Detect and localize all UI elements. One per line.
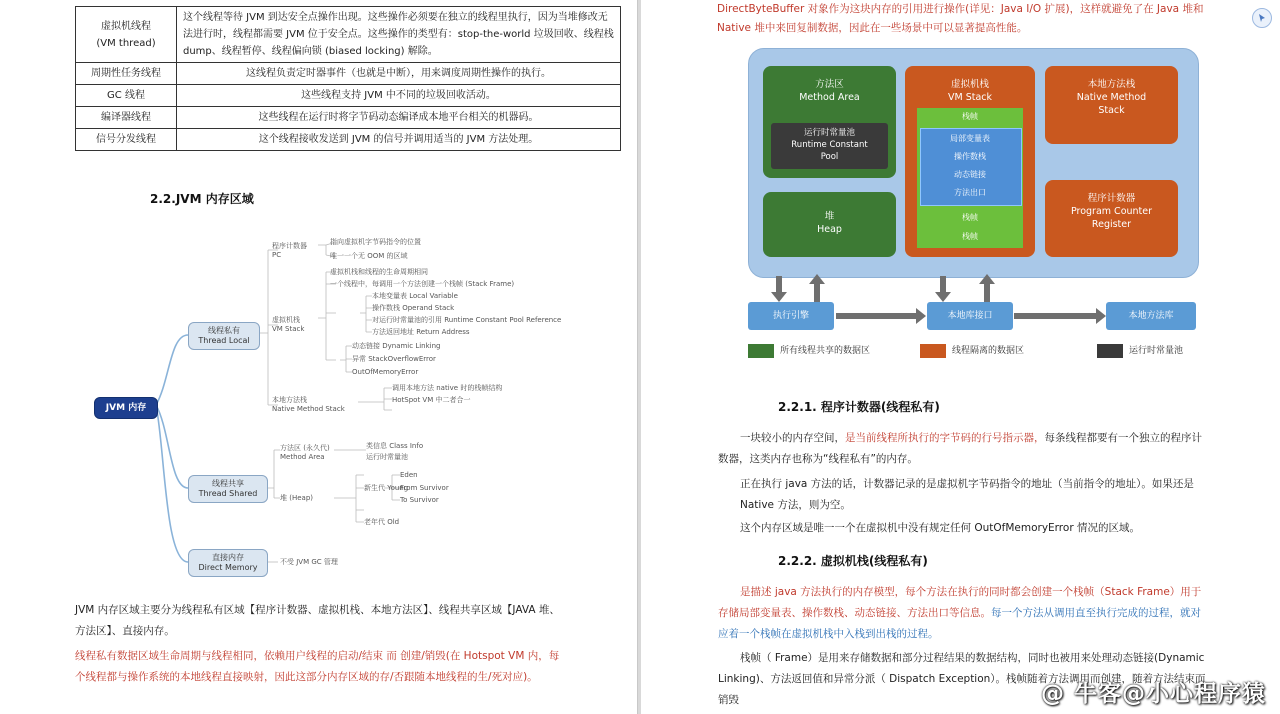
stack-frame: 栈帧 (962, 232, 978, 241)
constant-pool-box: 运行时常量池 Runtime Constant Pool (771, 123, 888, 169)
method-area-box: 方法区 Method Area (763, 66, 896, 178)
mindmap-root: JVM 内存 (94, 397, 158, 419)
thread-desc-cell: 这些线程支持 JVM 中不同的垃圾回收活动。 (177, 85, 621, 107)
execution-engine: 执行引擎 (748, 302, 834, 330)
mindmap-note: From Survivor (400, 484, 449, 492)
mindmap-branch-private: 线程私有 Thread Local (188, 322, 260, 350)
thread-desc-cell: 这个线程接收发送到 JVM 的信号并调用适当的 JVM 方法处理。 (177, 129, 621, 151)
native-interface: 本地库接口 (927, 302, 1013, 330)
heap-box: 堆 Heap (763, 192, 896, 257)
frame-dynamic-linking: 动态链接 (954, 170, 986, 179)
paragraph-direct-buffer: DirectByteBuffer 对象作为这块内存的引用进行操作(详见：Java I/O 扩展)，这样就避免了在 Java 堆和 Native 堆中来回复制数据，因此在一些场景中可以显著提高性能。 (717, 3, 1204, 34)
mindmap-note: 本地变量表 Local Variable (372, 292, 458, 300)
mindmap-branch-shared: 线程共享 Thread Shared (188, 475, 268, 503)
section-title-vm-stack: 2.2.2. 虚拟机栈(线程私有) (778, 554, 928, 568)
native-method-stack-box: 本地方法栈 Native Method Stack (1045, 66, 1178, 144)
mindmap-note: HotSpot VM 中二者合一 (392, 396, 471, 404)
frame-local-vars: 局部变量表 (950, 134, 990, 143)
mindmap-note: 运行时常量池 (366, 453, 408, 461)
legend-constant-pool: 运行时常量池 (1129, 346, 1184, 356)
cursor-icon (1257, 13, 1267, 23)
left-page (0, 0, 638, 714)
mindmap-note: 唯一一个无 OOM 的区域 (330, 252, 408, 260)
thread-desc-cell: 这线程负责定时器事件（也就是中断），用来调度周期性操作的执行。 (177, 63, 621, 85)
thread-desc-cell: 这个线程等待 JVM 到达安全点操作出现。这些操作必须要在独立的线程里执行，因为当堆修改无法进行时，线程都需要 JVM 位于安全点。这些操作的类型有：stop-the-world 垃圾回收、线程栈 dump、线程暂停、线程偏向锁 (biased locking) 解除。 (177, 7, 621, 63)
frame-method-exit: 方法出口 (954, 188, 986, 197)
mindmap-node-heap: 堆 (Heap) (280, 494, 313, 502)
diagram-horizontal-arrows (834, 306, 1106, 326)
mindmap-note: 虚拟机栈和线程的生命周期相同 (330, 268, 428, 276)
mindmap-node-vm-stack: 虚拟机栈 VM Stack (272, 316, 305, 333)
thread-type-cell: 周期性任务线程 (76, 63, 177, 85)
thread-type-cell: 虚拟机线程 (VM thread) (76, 7, 177, 63)
paragraph-vm-stack-1: 是描述 java 方法执行的内存模型，每个方法在执行的同时都会创建一个栈帧（Stack Frame）用于存储局部变量表、操作数栈、动态链接、方法出口等信息。每一个方法从调用直至执行完成的过程，就对应着一个栈帧在虚拟机栈中入栈到出栈的过程。 (718, 586, 1202, 640)
mindmap-node-native-stack: 本地方法栈 Native Method Stack (272, 396, 345, 413)
paragraph-vm-stack-2: 栈帧（ Frame）是用来存储数据和部分过程结果的数据结构，同时也被用来处理动态链接(Dynamic Linking)、方法返回值和异常分派（ Dispatch Exception）。栈帧随着方法调用而创建，随着方法结束而销毁 (718, 652, 1206, 706)
mindmap-note: OutOfMemoryError (352, 368, 419, 376)
legend-swatch-shared (748, 344, 774, 358)
thread-type-cell: 信号分发线程 (76, 129, 177, 151)
native-library: 本地方法库 (1106, 302, 1196, 330)
thread-desc-cell: 这些线程在运行时将字节码动态编译成本地平台相关的机器码。 (177, 107, 621, 129)
mindmap-node-method-area: 方法区 (永久代) Method Area (280, 444, 330, 461)
mindmap-note: 动态链接 Dynamic Linking (352, 342, 441, 350)
sidebar-tool-icon[interactable] (1252, 8, 1272, 28)
mindmap-branch-direct: 直接内存 Direct Memory (188, 549, 268, 577)
mindmap-note: To Survivor (400, 496, 439, 504)
mindmap-node-old: 老年代 Old (364, 518, 400, 526)
mindmap-node-pc: 程序计数器 PC (272, 242, 307, 259)
stack-frame: 栈帧 (962, 213, 978, 222)
mindmap-note: 指向虚拟机字节码指令的位置 (330, 238, 421, 246)
legend-shared: 所有线程共享的数据区 (780, 346, 871, 356)
mindmap-note: 方法返回地址 Return Address (372, 328, 470, 336)
stack-frame: 栈帧 (962, 112, 978, 121)
thread-type-cell: 编译器线程 (76, 107, 177, 129)
paragraph-pc-3: 这个内存区域是唯一一个在虚拟机中没有规定任何 OutOfMemoryError 情况的区域。 (740, 522, 1140, 534)
mindmap-connectors (0, 0, 637, 600)
thread-type-cell: GC 线程 (76, 85, 177, 107)
mindmap-note: 不受 JVM GC 管理 (280, 558, 338, 566)
watermark: @ 牛客@小心程序猿 (1040, 681, 1266, 707)
vm-stack-box: 虚拟机栈 VM Stack (905, 66, 1035, 257)
mindmap-note: 调用本地方法 native 时的栈帧结构 (392, 384, 503, 392)
mindmap-note: 对运行时常量池的引用 Runtime Constant Pool Reference (372, 316, 562, 324)
section-title-memory-area: 2.2.JVM 内存区域 (150, 192, 254, 206)
legend-swatch-private (920, 344, 946, 358)
paragraph-pc-2: 正在执行 java 方法的话，计数器记录的是虚拟机字节码指令的地址（当前指令的地址）。如果还是 Native 方法，则为空。 (740, 478, 1194, 511)
program-counter-box: 程序计数器 Program Counter Register (1045, 180, 1178, 257)
legend-private: 线程隔离的数据区 (952, 346, 1025, 356)
mindmap-note: 类信息 Class Info (366, 442, 424, 450)
section-title-pc: 2.2.1. 程序计数器(线程私有) (778, 400, 940, 414)
mindmap-note: 一个线程中，每调用一个方法创建一个栈帧 (Stack Frame) (330, 280, 515, 288)
paragraph-pc-1: 一块较小的内存空间，是当前线程所执行的字节码的行号指示器，每条线程都要有一个独立的程序计数器，这类内存也称为“线程私有”的内存。 (718, 432, 1202, 465)
legend-swatch-constant-pool (1097, 344, 1123, 358)
frame-operand-stack: 操作数栈 (954, 152, 986, 161)
mindmap-note: Eden (400, 471, 418, 479)
mindmap-node-young: 新生代 Young (364, 484, 409, 492)
mindmap-note: 异常 StackOverflowError (352, 355, 436, 363)
paragraph-memory-overview: JVM 内存区域主要分为线程私有区域【程序计数器、虚拟机栈、本地方法区】、线程共享区域【JAVA 堆、方法区】、直接内存。 (75, 604, 560, 637)
paragraph-thread-private: 线程私有数据区域生命周期与线程相同，依赖用户线程的启动/结束 而 创建/销毁(在 Hotspot VM 内，每个线程都与操作系统的本地线程直接映射，因此这部分内存区域的存/否跟随本地线程的生/死对应)。 (75, 650, 560, 683)
mindmap-note: 操作数栈 Operand Stack (372, 304, 455, 312)
